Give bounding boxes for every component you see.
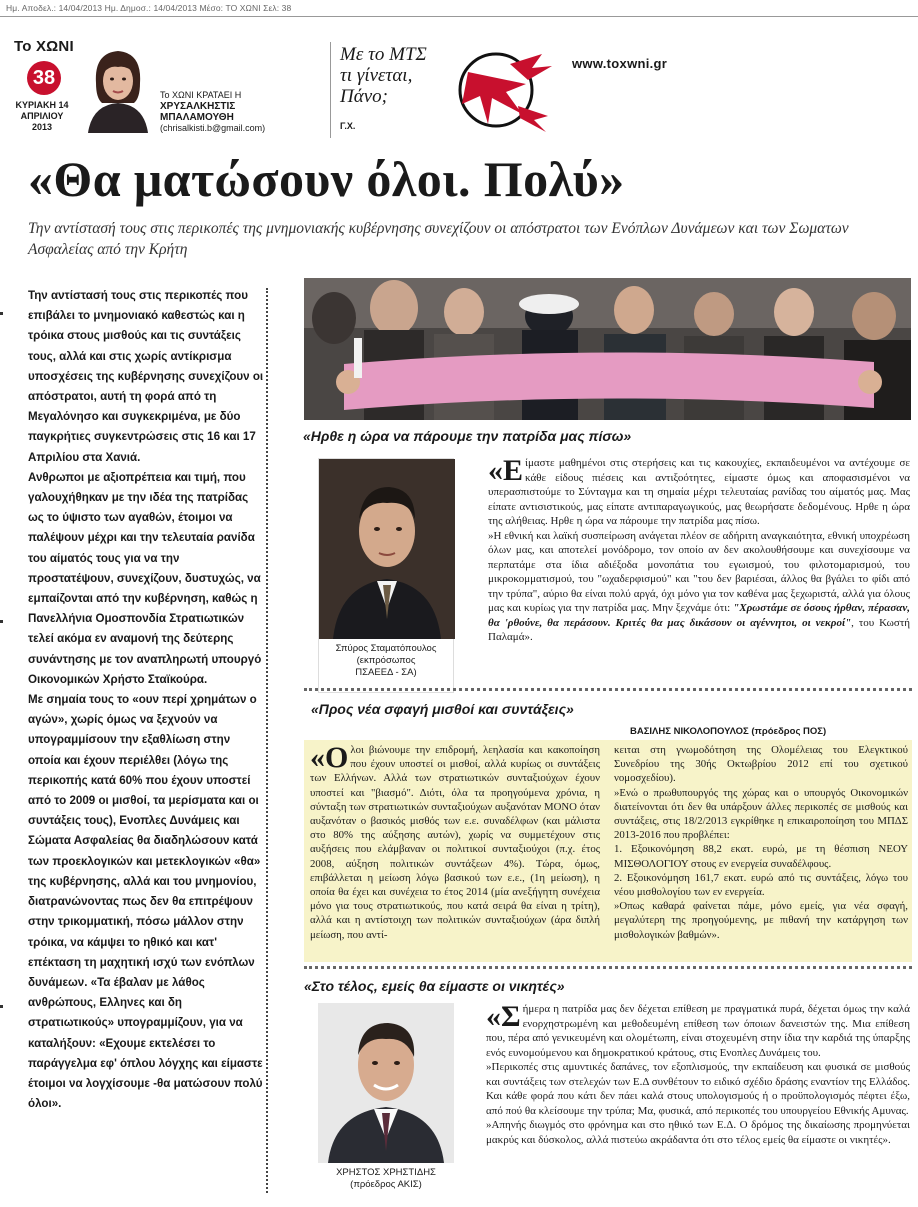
masthead-question [340,44,427,107]
section-1-body [488,456,910,645]
issue-date [8,100,76,133]
question-line-2: τι γίνεται, [340,65,413,86]
kept-by-label: Το ΧΩΝΙ ΚΡΑΤΑΕΙ Η [160,90,242,100]
columnist-avatar [82,43,154,133]
section-3-text: ήμερα η πατρίδα μας δεν δέχεται επίθεση με πραγματικά πυρά, δέχεται όμως την καλά ενορχηστρωμένη και μεθοδευμένη επίθεση των όποιων δανειστών της. Μια επίθεση που, πέρα από γενικευμένη και ολομέτωπη, είναι στοχευμένη στην ίδια την καρδιά της ύπαρξης ενός ευνομούμενου και δημοκρατικού κράτους, στις Ενοπλες Δυνάμεις του. [486,1003,910,1059]
columnist-email: (chrisalkisti.b@gmail.com) [160,123,266,133]
caption-role: (πρόεδρος ΑΚΙΣ) [350,1179,422,1190]
paper-name: Το ΧΩΝΙ [14,38,74,55]
question-signature: Γ.Χ. [340,121,356,131]
section-3-body [486,1002,910,1147]
section-2-paragraph: κειται στη γνωμοδότηση της Ολομέλειας του Ελεγκτικού Συνεδρίου της 30ής Οκτωβρίου 2012 επί του σχετικού νομοσχεδίου). [614,744,908,785]
section-2-paragraph: »Ενώ ο πρωθυπουργός της χώρας και ο υπουργός Οικονομικών διατείνονται ότι δεν θα υπάρξουν άλλες περικοπές σε μισθούς και συντάξεις, στις 18/2/2013 εγκρίθηκε η επικαιροποίηση του ΜΠΔΣ 2013-2016 που προβλέπει: [614,786,908,842]
margin-mark [0,312,3,315]
section-1-text: ίμαστε μαθημένοι στις στερήσεις και τις κακουχίες, εκπαιδευμένοι να αντέχουμε σε κάθε είδους πιέσεις και αντιξοότητες, είμαστε όμως και αποφασισμένοι να υπερασπιστούμε το Σύνταγμα και τη σημαία μέχρι τελευταίας ρανίδας του αίματός μας. Μας είπατε αντισιστικούς, μας είπατε αντιπαραγωγικούς, μας θεωρήσατε δεδομένους. Ηρθε η ώρα της αλήθειας. Ηρθε η ώρα να πάρουμε την πατρίδα μας πίσω. [488,457,910,527]
date-line-2: ΑΠΡΙΛΙΟΥ [20,111,64,121]
section-2-paragraph: »Οπως καθαρά φαίνεται πάμε, μόνο εμείς, για νέα σφαγή, μεγαλύτερη της προηγούμενης, με πιθανή την κατάργηση των μισθολογικών βαθμών». [614,900,908,941]
protest-photo [304,278,911,420]
section-divider [304,688,912,691]
section-heading-1: «Ηρθε η ώρα να πάρουμε την πατρίδα μας πίσω» [303,428,632,444]
caption-org: ΠΣΑΕΕΔ - ΣΑ) [355,667,417,678]
portrait-image [319,459,455,639]
section-2-list-item: 2. Εξοικονόμηση 161,7 εκατ. ευρώ από τις συντάξεις, λόγω του νέου μισθολογίου των εν ενεργεία. [614,871,908,899]
lead-paragraph: Ανθρωποι με αξιοπρέπεια και τιμή, που γαλουχήθηκαν με την ιδέα της πατρίδας ως το ύψιστο των αγαθών, έτοιμοι να παλέψουν μέχρι και την τελευταία ρανίδα του αίματός τους για να την προστατέψουν, συνεχίζουν, δυστυχώς, να εμπαίζονται από την κυβέρνηση, καθώς η Πανελλήνια Ομοσπονδία Στρατιωτικών τελεί ακόμα εν αναμονή της δεύτερης συνάντησης με τον αναπληρωτή υπουργό Οικονομικών Χρήστο Σταϊκούρα. [28,470,262,686]
date-line-3: 2013 [31,122,53,132]
headline: «Θα ματώσουν όλοι. Πολύ» [28,151,625,207]
section-1-tail: , του Κωστή Παλαμά». [488,616,910,643]
masthead-divider [330,42,331,138]
question-line-3: Πάνο; [340,86,388,107]
subtitle: Την αντίστασή τους στις περικοπές της μνημονιακής κυβέρνησης συνεχίζουν οι απόστρατοι των Ενόπλων Δυνάμεων και των Σωματων Ασφαλείας από την Κρήτη [28,220,849,258]
caption-name: Σπύρος Σταματόπουλος [335,643,437,654]
columnist-name-1: ΧΡΥΣΑΛΚΗΣΤΙΣ [160,101,236,112]
section-1-text: »Η εθνική και λαϊκή συσπείρωση ανάγεται πλέον σε αδήριτη αναγκαιότητα, εθνική υποχρέωση όλων μας, και αποτελεί μονόδρομο, τον οποίο αν δεν ακολουθήσουμε και συνεχίσουμε να περπατάμε στα ίδια αδιέξοδα μονοπάτια του εγωισμού, του φιλοτομαρισμού, του μικροκομματισμού, του "ωχαδερφισμού" και "του δεν βαριέσαι, άλλος θα βγάλει το φίδι από την τρύπα", αύριο θα είναι πολύ αργά, όχι μόνο για τον καθένα μας ξεχωριστά, αλλά για όλους μας και κυρίως για την πατρίδα μας. Μην ξεχνάμε ότι: [488,529,910,614]
margin-mark [0,620,3,623]
caption-role: (εκπρόσωπος [356,655,416,666]
section-2-body-right [614,743,908,942]
lead-column [28,286,266,1114]
section-heading-3: «Στο τέλος, εμείς θα είμαστε οι νικητές» [304,978,565,994]
section-3-paragraph [486,1002,910,1060]
section-2-paragraph [310,743,600,942]
photo-caption [318,1167,454,1191]
portrait-christidis [318,1003,454,1198]
section-1-paragraph [488,529,910,645]
section-2-author: ΒΑΣΙΛΗΣ ΝΙΚΟΛΟΠΟΥΛΟΣ (πρόεδρος ΠΟΣ) [630,726,827,737]
portrait-stamatopoulos [318,458,454,693]
date-line-1: ΚΥΡΙΑΚΗ 14 [15,100,69,110]
column-dotted-rule [266,288,268,1193]
lead-paragraph: Με σημαία τους το «ουν περί χρημάτων ο αγών», χωρίς όμως να ξεχνούν να υπογραμμίσουν την εξαθλίωση στην οποία και έχουν περιέλθει (λόγω της περικοπής κατά 60% που έχουν υποστεί από το 2009 οι μισθοί, τα μερίσματα και οι συντάξεις τους), Ενοπλες Δυνάμεις και Σώματα Ασφαλείας θα διαδηλώσουν κατά των προεκλογικών και μετεκλογικών «θα» της κυβέρνησης, αλλά και του μνημονίου, διατρανώνοντας πως δεν θα επιτρέψουν στην τρικομματική, πόσω μάλλον στην τρόικα, να κάμψει το ηθικό και κατ' επέκταση τη μαχητική ισχύ των ενόπλων δυνάμεων. «Τα έβαλαν με λάθος ανθρώπους, Ελληνες και δη στρατιωτικούς» υπογραμμίζουν, για να καταλήξουν: «Εχουμε εκτελέσει το παράγγελμα εφ' όπλου λόγχης και είμαστε έτοιμοι να λογχίσουμε -θα ματώσουν πολύ όλοι». [28,693,263,1111]
columnist-name-2: ΜΠΑΛΑΜΟΥΘΗ [160,112,234,123]
section-divider [304,966,912,969]
palamas-quote: "Χρωστάμε σε όσους ήρθαν, πέρασαν, θα 'ρθούνε, θα περάσουν. Κριτές θα μας δικάσουν οι αγέννητοι, οι νεκροί" [488,602,911,629]
drop-cap: «Σ [486,1000,521,1033]
columnist-credit [160,90,265,134]
funnel-logo [448,46,556,134]
top-rule [0,16,918,17]
section-3-paragraph: »Περικοπές στις αμυντικές δαπάνες, τον εξοπλισμούς, την εκπαίδευση και φυσικά σε μισθούς και συντάξεις των στελεχών των Ε.Δ συνθέτουν το ειδικό σχέδιο δράσης εναντίον της Ελλάδος. Και κάθε φορά που κάτι δεν πάει καλά στους υπολογισμούς ή ο προϋπολογισμός πέφτει έξω, από πού θα κλείσουμε την τρύπα; Μα, φυσικά, από περικοπές του υπουργείου Εθνικής Αμυνας. [486,1061,910,1117]
margin-mark [0,1005,3,1008]
section-3-paragraph: »Απηνής διωγμός στο φρόνημα και στο ηθικό των Ε.Δ. Ο δρόμος της δικαίωσης προμηνύεται μακρύς και δύσκολος, αλλά πιστεύω ακράδαντα ότι στο τέλος εμείς θα είμαστε οι νικητές». [486,1119,910,1146]
section-2-list-item: 1. Εξοικονόμηση 88,2 εκατ. ευρώ, με τη θέσπιση ΝΕΟΥ ΜΙΣΘΟΛΟΓΙΟΥ στους εν ενεργεία συναδέλφους. [614,843,908,870]
section-heading-2: «Προς νέα σφαγή μισθοί και συντάξεις» [311,701,574,717]
website-link[interactable]: www.toxwni.gr [572,56,668,71]
clipping-meta-line: Ημ. Αποδελ.: 14/04/2013 Ημ. Δημοσ.: 14/04/2013 Μέσο: ΤΟ ΧΩΝΙ Σελ: 38 [6,3,292,13]
drop-cap: «Ε [488,454,524,487]
question-line-1: Με το ΜΤΣ [340,44,427,65]
portrait-image [318,1003,454,1163]
caption-name: ΧΡΗΣΤΟΣ ΧΡΗΣΤΙΔΗΣ [336,1167,436,1178]
drop-cap: «Ο [310,741,349,774]
section-2-text: λοι βιώνουμε την επιδρομή, λεηλασία και κακοποίηση που έχουν υποστεί οι μισθοί, αλλά κυρίως οι συντάξεις των Ελλήνων. Αλλά των στρατιωτικών συνταξιούχων έχουν υποστεί και "βιασμό". Διότι, όλα τα προηγούμενα χρόνια, η σύνταξη των στρατιωτικών συνταξιούχων αυξανόταν ΜΟΝΟ όταν αυξανόταν ο βασικός μισθός των ε.ε. συναδέλφων (και μάλιστα στο 80% της αύξησης αυτών), χωρίς να συμμετέχουν στις αυξήσεις που ελάμβαναν οι πολιτικοί συνταξιούχοι (π.χ. έτος 2008, αύξηση πολιτικών συντάξεων 4%). Τώρα, όμως, επιβάλλεται η μείωση λόγω βασικού των ε.ε., (1η μείωση), η οποία θα έχει και συνέχεια το έτος 2014 (μία ανεξήγητη συνέχεια μόνο για τους στρατιωτικούς, που κατά σειρά θα είναι η τρίτη), αλλά και η αντίστοιχη των πολιτικών συνταξιούχων (άρα διπλή μείωση, που αντί- [310,744,600,941]
section-1-paragraph [488,456,910,529]
photo-caption [319,643,453,679]
page-number-badge: 38 [27,61,61,95]
lead-paragraph: Την αντίστασή τους στις περικοπές που επιβάλει το μνημονιακό καθεστώς και η τρόικα στους μισθούς και τις συντάξεις τους, αλλά και στις χωρίς αντίκρισμα υποσχέσεις της κυβέρνησης συνεχίζουν οι απόστρατοι, αυτή τη φορά από τη Μεγαλόνησο και συγκεκριμένα, με δύο παγκρήτιες συγκεντρώσεις στις 16 και 17 Απριλίου στα Χανιά. [28,289,264,464]
section-2-body-left [310,743,600,942]
